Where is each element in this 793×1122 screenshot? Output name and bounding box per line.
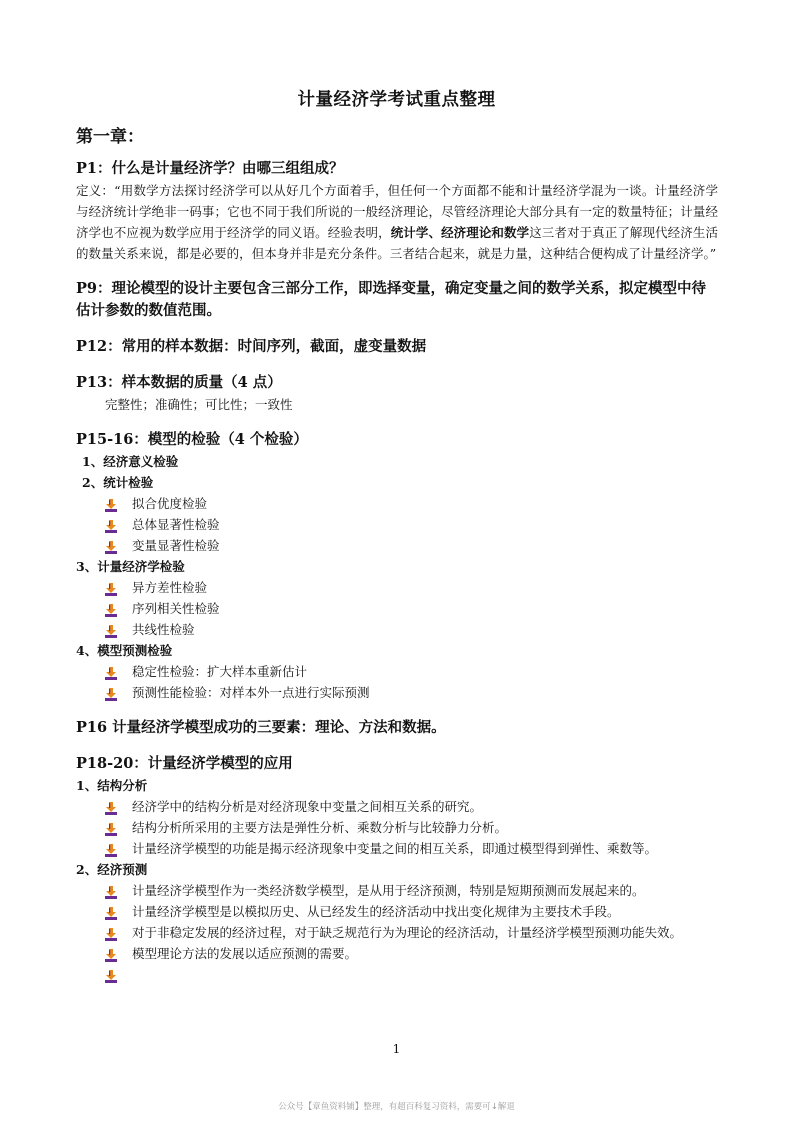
list-item: [76, 922, 718, 943]
p15-section-3: 3、计量经济学检验: [76, 559, 185, 574]
bullet-arrow-icon: [105, 800, 117, 813]
list-item-text: 异方差性检验: [132, 580, 208, 595]
list-item-text: 总体显著性检验: [132, 517, 220, 532]
p18-section-1-list: [76, 796, 718, 859]
p15-section-3-list: [76, 577, 718, 640]
p1-text-bold: 统计学、经济理论和数学: [390, 225, 530, 240]
p15-section-1: 1、经济意义检验: [82, 454, 179, 469]
list-item-text: 共线性检验: [132, 622, 195, 637]
list-item: [76, 796, 718, 817]
bullet-arrow-icon: [105, 665, 117, 678]
page-number: 1: [392, 1042, 401, 1056]
bullet-arrow-icon: [105, 539, 117, 552]
p15-section-4: 4、模型预测检验: [76, 643, 173, 658]
list-item-text: 序列相关性检验: [132, 601, 220, 616]
list-item: [76, 817, 718, 838]
list-item: [76, 577, 718, 598]
list-item-text: 计量经济学模型作为一类经济数学模型，是从用于经济预测，特别是短期预测而发展起来的。: [132, 883, 645, 898]
list-item-text: 对于非稳定发展的经济过程，对于缺乏规范行为为理论的经济活动，计量经济学模型预测功能失效。: [132, 925, 683, 940]
bullet-arrow-icon: [105, 947, 117, 960]
p1-heading: P1：什么是计量经济学？由哪三组组成？: [76, 160, 344, 177]
list-item: [76, 514, 718, 535]
list-item: [76, 493, 718, 514]
p1-text-a: 定义：“用数学方法探讨经济学可以从好几个方面着手，但任何一个方面都不能和计量经济学混为一谈。计量经济学与经济统计学绝非一码事；它也不同于我们所说的一般经济理论，尽管经济理论大部分具有一定的数量特征；计量经济学也不应视为数学应用于经济学的同义语。经验表明，: [76, 183, 718, 240]
list-item: [76, 901, 718, 922]
bullet-arrow-icon: [105, 821, 117, 834]
bullet-arrow-icon: [105, 905, 117, 918]
list-item: [76, 838, 718, 859]
list-item: [76, 535, 718, 556]
p18-section-1: 1、结构分析: [76, 778, 148, 793]
list-item-text: 计量经济学模型的功能是揭示经济现象中变量之间的相互关系，即通过模型得到弹性、乘数等。: [132, 841, 658, 856]
p13-heading: P13：样本数据的质量（4 点）: [76, 374, 282, 391]
bullet-arrow-icon: [105, 884, 117, 897]
p1-definition: [76, 180, 718, 264]
p18-section-2: 2、经济预测: [76, 862, 148, 877]
list-item-text: 稳定性检验：扩大样本重新估计: [132, 664, 308, 679]
bullet-arrow-icon: [105, 497, 117, 510]
bullet-arrow-icon: [105, 581, 117, 594]
list-item: [76, 598, 718, 619]
document-title: 计量经济学考试重点整理: [297, 90, 496, 110]
bullet-arrow-icon: [105, 623, 117, 636]
p13-text: 完整性；准确性；可比性；一致性: [105, 397, 293, 412]
bullet-arrow-icon: [105, 968, 117, 981]
list-item: [76, 943, 718, 964]
p16-statement: P16 计量经济学模型成功的三要素：理论、方法和数据。: [76, 719, 446, 736]
p18-section-2-list: [76, 880, 718, 985]
p1-text-b: 这三者对于真正了解现代经济生活的数量关系来说，都是必要的，但本身并非是充分条件。三者结合起来，就是力量，这种结合便构成了计量经济学。”: [76, 225, 718, 261]
list-item: [76, 661, 718, 682]
p12-statement: P12：常用的样本数据：时间序列，截面，虚变量数据: [76, 338, 427, 355]
bullet-arrow-icon: [105, 518, 117, 531]
chapter-heading: 第一章：: [76, 127, 144, 147]
list-item-text: 结构分析所采用的主要方法是弹性分析、乘数分析与比较静力分析。: [132, 820, 508, 835]
list-item-text: 变量显著性检验: [132, 538, 220, 553]
p15-section-2: 2、统计检验: [82, 475, 154, 490]
list-item: [76, 619, 718, 640]
p15-heading: P15-16：模型的检验（4 个检验）: [76, 431, 308, 448]
list-item-text: 经济学中的结构分析是对经济现象中变量之间相互关系的研究。: [132, 799, 483, 814]
p18-heading: P18-20：计量经济学模型的应用: [76, 755, 293, 772]
list-item: [76, 880, 718, 901]
p15-section-4-list: [76, 661, 718, 703]
list-item-text: 计量经济学模型是以模拟历史、从已经发生的经济活动中找出变化规律为主要技术手段。: [132, 904, 620, 919]
list-item: [76, 682, 718, 703]
list-item-text: 预测性能检验：对样本外一点进行实际预测: [132, 685, 370, 700]
list-item-text: 模型理论方法的发展以适应预测的需要。: [132, 946, 358, 961]
bullet-arrow-icon: [105, 686, 117, 699]
p9-statement: P9：理论模型的设计主要包含三部分工作，即选择变量，确定变量之间的数学关系，拟定模型中待估计参数的数值范围。: [76, 280, 706, 319]
bullet-arrow-icon: [105, 602, 117, 615]
bullet-arrow-icon: [105, 926, 117, 939]
list-item-text: 拟合优度检验: [132, 496, 208, 511]
footer-watermark: 公众号【章鱼资料铺】整理，有超百科复习资料，需要可↓解退: [278, 1102, 515, 1112]
p15-section-2-list: [76, 493, 718, 556]
document-body: [76, 124, 718, 985]
list-item: [76, 964, 718, 985]
bullet-arrow-icon: [105, 842, 117, 855]
